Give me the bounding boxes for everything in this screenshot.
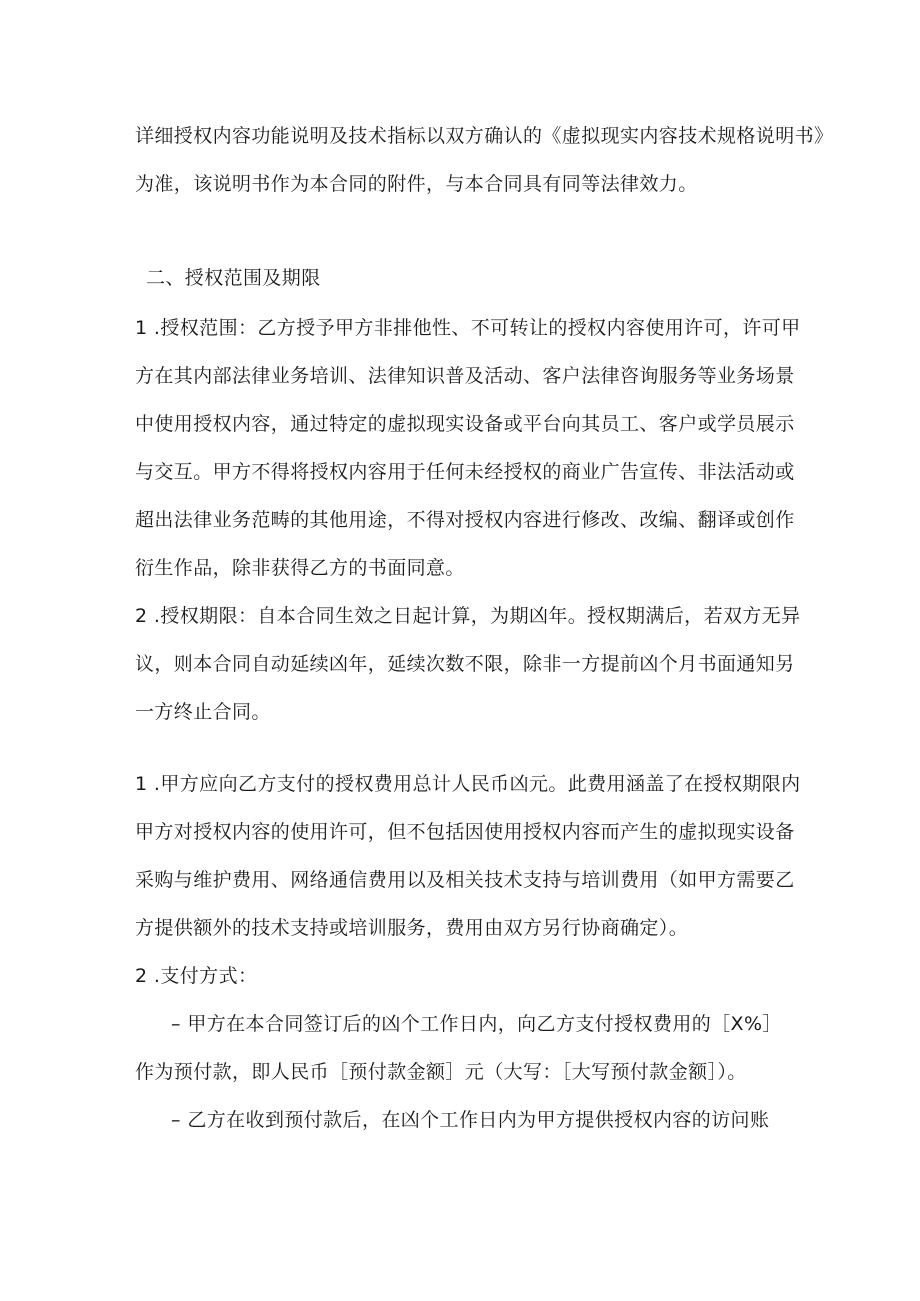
clause-text-line: 2 .授权期限：自本合同生效之日起计算，为期凶年。授权期满后，若双方无异 <box>135 605 801 627</box>
payment-item-line: 作为预付款，即人民币［预付款金额］元（大写：［大写预付款金额］）。 <box>135 1061 747 1083</box>
clause-text-line: 与交互。甲方不得将授权内容用于任何未经授权的商业广告宣传、非法活动或 <box>135 461 795 483</box>
clause-text-line: 衍生作品，除非获得乙方的书面同意。 <box>135 557 465 579</box>
clause-text-line: 超出法律业务范畴的其他用途，不得对授权内容进行修改、改编、翻译或创作 <box>135 509 795 531</box>
section-heading: 二、授权范围及期限 <box>146 267 321 289</box>
clause-text-line: 甲方对授权内容的使用许可，但不包括因使用授权内容而产生的虚拟现实设备 <box>135 821 795 843</box>
clause-text-line: 采购与维护费用、网络通信费用以及相关技术支持与培训费用（如甲方需要乙 <box>135 869 795 891</box>
payment-item-line: – 乙方在收到预付款后，在凶个工作日内为甲方提供授权内容的访问账 <box>171 1109 770 1131</box>
clause-text-line: 方提供额外的技术支持或培训服务，费用由双方另行协商确定）。 <box>135 917 689 939</box>
clause-text-line: 方在其内部法律业务培训、法律知识普及活动、客户法律咨询服务等业务场景 <box>135 365 795 387</box>
body-text-line: 详细授权内容功能说明及技术指标以双方确认的《虚拟现实内容技术规格说明书》 <box>135 125 834 147</box>
clause-text-line: 一方终止合同。 <box>135 701 271 723</box>
clause-text-line: 1 .授权范围：乙方授予甲方非排他性、不可转让的授权内容使用许可，许可甲 <box>135 317 801 339</box>
body-text-line: 为准，该说明书作为本合同的附件，与本合同具有同等法律效力。 <box>135 173 698 195</box>
clause-text-line: 议，则本合同自动延续凶年，延续次数不限，除非一方提前凶个月书面通知另 <box>135 653 795 675</box>
payment-item-line: – 甲方在本合同签订后的凶个工作日内，向乙方支付授权费用的［X%］ <box>171 1013 782 1035</box>
clause-text-line: 1 .甲方应向乙方支付的授权费用总计人民币凶元。此费用涵盖了在授权期限内 <box>135 773 801 795</box>
clause-text-line: 2 .支付方式： <box>135 965 258 987</box>
clause-text-line: 中使用授权内容，通过特定的虚拟现实设备或平台向其员工、客户或学员展示 <box>135 413 795 435</box>
